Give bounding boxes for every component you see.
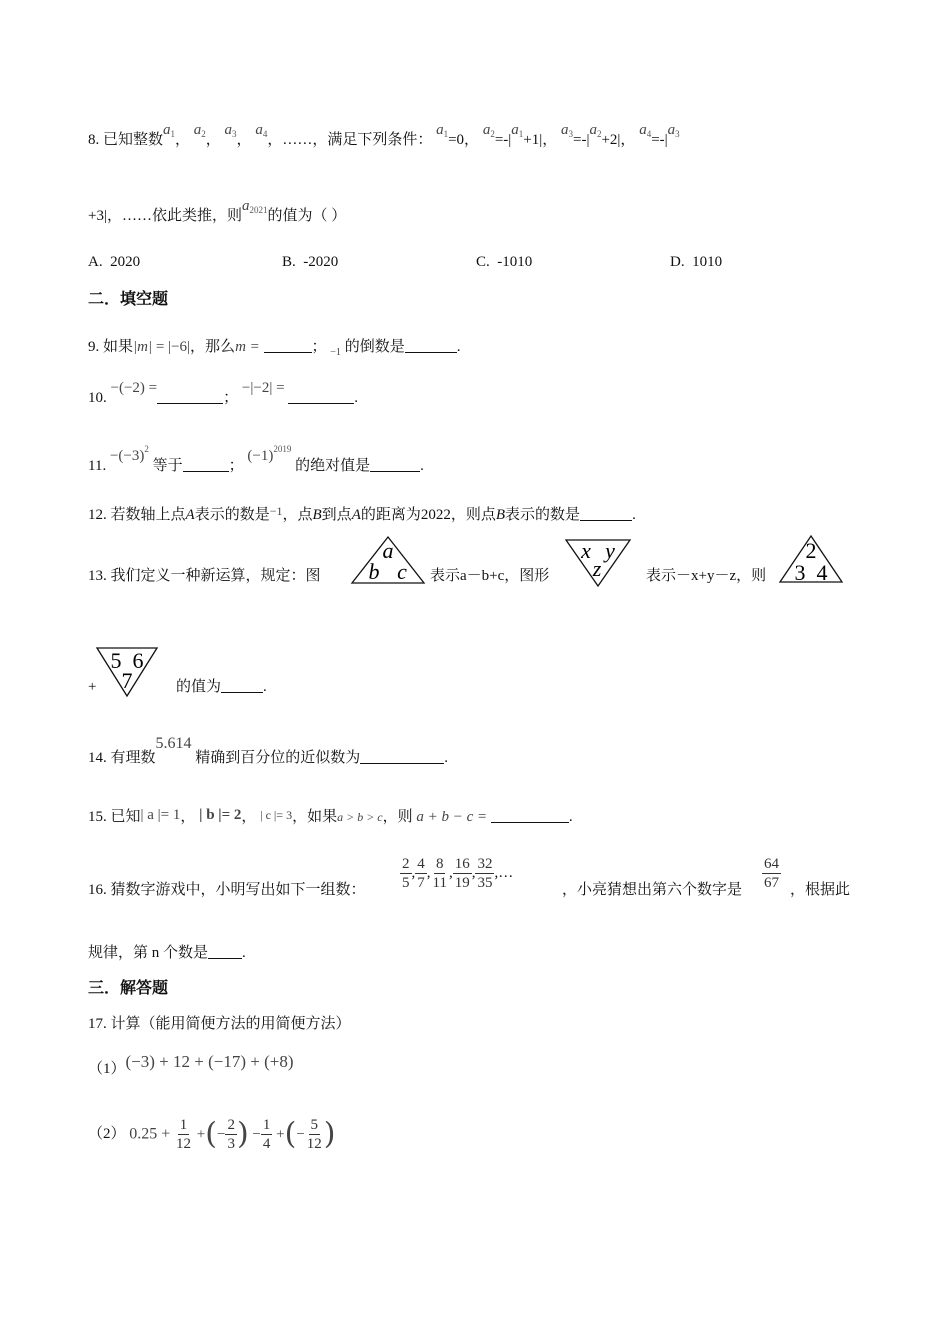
triangle-xyz	[564, 538, 632, 588]
q16-blank[interactable]	[208, 944, 242, 959]
q17-title: 17. 计算（能用简便方法的用简便方法）	[88, 1016, 351, 1032]
q8-line1: 8. 已知整数$a_1$， $a_2$， $a_3$， $a_4$，……，满足下列条件： $a_1=0$， $a_2=-|a_1+1|$， $a_3=-|a_2+2|$， $a_4=-|a_3$	[88, 122, 680, 148]
tri4-left: 5	[110, 648, 122, 673]
tri4-right: 6	[132, 648, 144, 673]
frac-32-35: $\frac{32}{35}$	[477, 856, 493, 891]
q13-tail: 表示－x+y－z，则	[646, 568, 767, 584]
q15: 15. 已知| a |= 1， | b |= 2， | c |= 3，如果a > b > c，则 a + b − c = .	[88, 807, 573, 825]
q17-part1: （1）(−3) + 12 + (−17) + (+8)	[88, 1052, 294, 1077]
q8-line2: +3|，……依此类推，则$a_{2021}$的值为（ ）	[88, 198, 347, 224]
section-3-title: 三．解答题	[88, 978, 169, 997]
a2: $a_2$	[193, 122, 206, 139]
frac-8-11: $\frac{8}{11}$	[432, 856, 447, 891]
tri1-top: a	[382, 538, 394, 563]
q9-blank-1[interactable]	[264, 338, 312, 353]
frac-16-19: $\frac{16}{19}$	[454, 856, 470, 891]
tri1-left: b	[368, 559, 380, 584]
q13-mid: 表示a－b+c，图形	[430, 568, 550, 584]
tri1-right: c	[397, 559, 407, 584]
q9-blank-2[interactable]	[405, 338, 457, 353]
q16-tail: ，根据此	[790, 882, 851, 898]
frac-2-5: $\frac{2}{5}$	[402, 856, 410, 891]
frac-64-67: $\frac{64}{67}$	[764, 856, 779, 891]
q11-blank-2[interactable]	[370, 457, 420, 472]
q16-line2: 规律，第 n 个数是 .	[88, 945, 246, 961]
q8-stem-a: 已知整数	[103, 132, 164, 148]
triangle-234	[778, 534, 844, 584]
q8-stem-b: ，满足下列条件：	[312, 132, 433, 148]
frac-5-12: $\frac{5}{12}$	[306, 1117, 322, 1153]
q16-line1: 16. 猜数字游戏中，小明写出如下一组数：	[88, 882, 366, 898]
q12-blank[interactable]	[580, 506, 632, 521]
tri2-right: y	[605, 538, 615, 563]
q16-mid: ，小亮猜想出第六个数字是	[562, 882, 743, 898]
tri3-left: 3	[794, 560, 806, 584]
tri3-top: 2	[805, 538, 817, 563]
q17-part2: （2） 0.25 + $\frac{1}{12}$ +(− $\frac{2}{3}$ ) − $\frac{1}{4}$ +(− $\frac{5}{12}$ )	[88, 1116, 336, 1153]
frac-1-4: $\frac{1}{4}$	[262, 1117, 271, 1153]
a3: $a_3$	[224, 122, 237, 139]
q16-sixth	[762, 855, 781, 892]
option-a[interactable]: A. 2020	[88, 254, 141, 270]
q14: 14. 有理数5.614 精确到百分位的近似数为 .	[88, 735, 449, 766]
q12: 12. 若数轴上点A表示的数是$^{-1}$，点B到点A的距离为2022，则点B表示的数是 .	[88, 504, 636, 523]
q9: 9. 如果|m| = |−6|，那么m = ； $_{-1}$ 的倒数是 .	[88, 339, 461, 358]
triangle-567	[95, 646, 159, 698]
q11-blank-1[interactable]	[183, 457, 229, 472]
q13-plus: +	[88, 679, 97, 695]
q13-line1: 13. 我们定义一种新运算，规定：图	[88, 568, 321, 584]
q16-fractions: $\frac{2}{5}$ , $\frac{4}{7}$ , $\frac{8}{11}$ , $\frac{16}{19}$ , $\frac{32}{35}$ ,…	[402, 856, 514, 891]
frac-2-3: $\frac{2}{3}$	[227, 1117, 235, 1153]
q10-blank-2[interactable]	[288, 389, 354, 404]
tri2-left: x	[581, 538, 591, 563]
a2021: $a_{2021}$	[241, 198, 268, 215]
a1: $a_1$	[163, 122, 176, 139]
q14-blank[interactable]	[360, 749, 444, 764]
section-2-title: 二．填空题	[88, 289, 169, 308]
triangle-abc	[350, 535, 426, 585]
q10-blank-1[interactable]	[157, 389, 223, 404]
q15-blank[interactable]	[491, 808, 569, 823]
q13-line2: 的值为 .	[176, 679, 267, 695]
option-d[interactable]: D. 1010	[670, 254, 723, 270]
option-c[interactable]: C. -1010	[476, 254, 533, 270]
frac-1-12: $\frac{1}{12}$	[176, 1117, 192, 1153]
q11: 11. $-(-3)^2$ 等于 ； $(-1)^{2019}$ 的绝对值是 .	[88, 444, 424, 474]
tri2-bottom: z	[592, 556, 602, 581]
frac-4-7: $\frac{4}{7}$	[417, 856, 425, 891]
a4: $a_4$	[255, 122, 268, 139]
q13-blank[interactable]	[221, 678, 263, 693]
q10: 10. −(−2) =； −|−2| = .	[88, 380, 359, 406]
tri3-right: 4	[816, 560, 828, 584]
option-b[interactable]: B. -2020	[282, 254, 339, 270]
tri4-bottom: 7	[121, 668, 133, 693]
